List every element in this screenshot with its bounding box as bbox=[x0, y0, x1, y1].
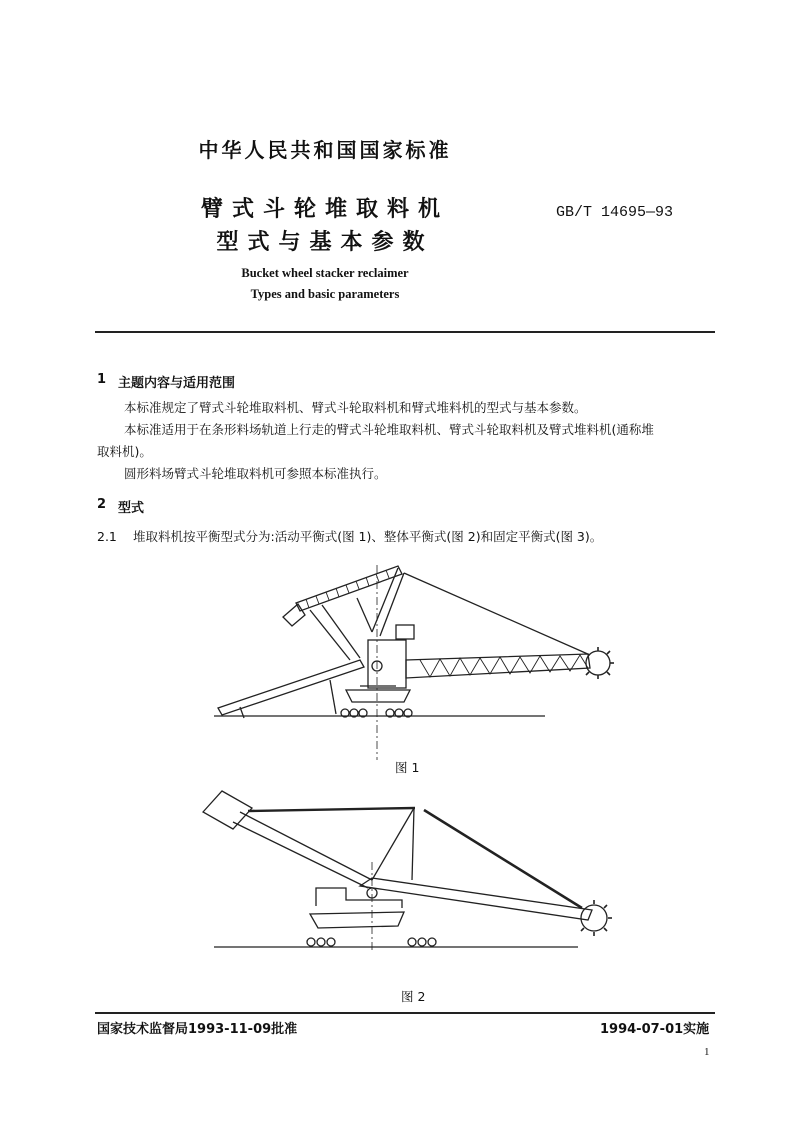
figure2-caption: 图 2 bbox=[401, 989, 426, 1004]
english-title-line1: Bucket wheel stacker reclaimer bbox=[241, 266, 409, 280]
approval-statement: 国家技术监督局1993-11-09批准 bbox=[97, 1022, 298, 1037]
section1-para3: 圆形料场臂式斗轮堆取料机可参照本标准执行。 bbox=[124, 466, 387, 481]
section2-title: 型式 bbox=[118, 501, 145, 516]
section1-title: 主题内容与适用范围 bbox=[118, 376, 236, 391]
effective-date: 1994-07-01实施 bbox=[600, 1022, 710, 1037]
figure1-caption: 图 1 bbox=[395, 760, 420, 775]
doc-title-line1: 臂式斗轮堆取料机 bbox=[200, 197, 449, 222]
section2-1-text: 堆取料机按平衡型式分为:活动平衡式(图 1)、整体平衡式(图 2)和固定平衡式(图 3)。 bbox=[133, 529, 603, 544]
section2-number: 2 bbox=[97, 497, 107, 512]
section2-1-number: 2.1 bbox=[97, 529, 117, 544]
org-title: 中华人民共和国国家标准 bbox=[198, 138, 452, 162]
english-title-line2: Types and basic parameters bbox=[250, 287, 400, 301]
section1-para2-line2: 取料机)。 bbox=[97, 444, 152, 459]
figure2-drawing bbox=[203, 791, 612, 950]
section1-para1: 本标准规定了臂式斗轮堆取料机、臂式斗轮取料机和臂式堆料机的型式与基本参数。 bbox=[124, 400, 587, 415]
doc-title-line2: 型式与基本参数 bbox=[216, 230, 434, 255]
section1-number: 1 bbox=[97, 372, 107, 387]
standard-code: GB/T 14695—93 bbox=[556, 204, 674, 221]
footer-rule bbox=[95, 1012, 715, 1014]
page-number: 1 bbox=[704, 1046, 710, 1058]
figure1-drawing bbox=[214, 565, 614, 760]
section1-para2-line1: 本标准适用于在条形料场轨道上行走的臂式斗轮堆取料机、臂式斗轮取料机及臂式堆料机(通称堆 bbox=[124, 422, 654, 437]
